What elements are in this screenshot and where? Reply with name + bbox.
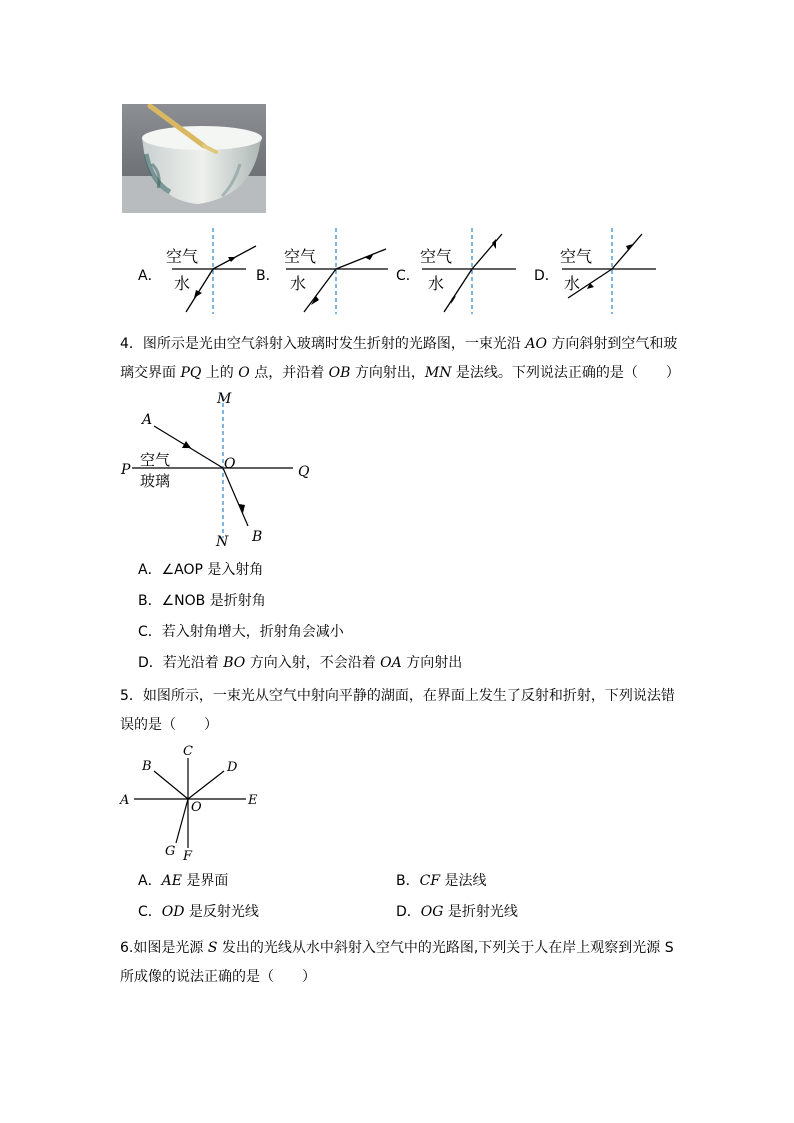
air-label: 空气 (284, 247, 317, 266)
point-p-label: P (121, 462, 131, 478)
q4-stem-line2: 璃交界面 PQ 上的 O 点，并沿着 OB 方向射出，MN 是法线。下列说法正确的是（ ） (120, 365, 680, 381)
q4-figure (118, 388, 318, 553)
point-b-label: B (142, 759, 152, 774)
point-f-label: F (183, 849, 193, 864)
q5-stem-line1: 5．如图所示，一束光从空气中射向平静的湖面，在界面上发生了反射和折射，下列说法错 (120, 688, 675, 704)
point-q-label: Q (298, 464, 310, 480)
refraction-diagram-b (276, 226, 396, 316)
q5-stem-line2: 误的是（ ） (120, 717, 218, 733)
refraction-diagram-d (554, 226, 664, 316)
point-g-label: G (165, 844, 176, 859)
q4-option-b[interactable]: B．∠NOB 是折射角 (138, 593, 266, 609)
water-label: 水 (290, 274, 307, 293)
point-a-label: A (120, 793, 130, 808)
reflection-refraction-diagram (118, 740, 268, 865)
q4-option-a[interactable]: A．∠AOP 是入射角 (138, 562, 264, 578)
q5-option-b[interactable]: B．CF 是法线 (396, 873, 487, 889)
q4-option-d[interactable]: D．若光沿着 BO 方向入射，不会沿着 OA 方向射出 (138, 655, 463, 671)
point-o-label: O (224, 456, 236, 472)
option-letter: A． (138, 268, 162, 284)
water-label: 水 (428, 274, 445, 293)
q4-option-c[interactable]: C．若入射角增大，折射角会减小 (138, 624, 344, 640)
point-n-label: N (216, 534, 229, 550)
water-label: 水 (174, 274, 191, 293)
q3-option-c[interactable] (396, 226, 526, 316)
q5-option-c[interactable]: C．OD 是反射光线 (138, 904, 259, 920)
refraction-diagram-c (416, 226, 526, 316)
refraction-glass-diagram (118, 388, 318, 553)
q3-option-b[interactable] (256, 226, 396, 316)
air-label: 空气 (166, 247, 199, 266)
glass-label: 玻璃 (140, 472, 171, 490)
air-label: 空气 (560, 247, 593, 266)
option-letter: C． (396, 268, 420, 284)
q5-figure (118, 740, 268, 865)
q4-stem-line1: 4．图所示是光由空气斜射入玻璃时发生折射的光路图，一束光沿 AO 方向斜射到空气和玻 (120, 336, 678, 352)
q3-option-d[interactable] (534, 226, 664, 316)
point-c-label: C (183, 744, 193, 759)
point-d-label: D (227, 760, 238, 775)
water-label: 水 (564, 274, 581, 293)
point-o-label: O (191, 800, 202, 815)
q6-stem-line2: 所成像的说法正确的是（ ） (120, 969, 316, 985)
point-b-label: B (252, 529, 263, 545)
air-label: 空气 (420, 247, 453, 266)
air-label: 空气 (140, 451, 171, 469)
bowl-photo (122, 104, 266, 213)
point-e-label: E (248, 793, 258, 808)
q3-option-a[interactable] (138, 226, 258, 316)
point-a-label: A (142, 412, 153, 428)
q6-stem-line1: 6.如图是光源 S 发出的光线从水中斜射入空气中的光路图,下列关于人在岸上观察到光源 S (120, 940, 674, 956)
bowl-photo-image (122, 104, 266, 213)
option-letter: D． (534, 268, 559, 284)
q5-option-d[interactable]: D．OG 是折射光线 (396, 904, 518, 920)
option-letter: B． (256, 268, 280, 284)
refraction-diagram-a (158, 226, 258, 316)
q5-option-a[interactable]: A．AE 是界面 (138, 873, 229, 889)
point-m-label: M (217, 391, 232, 407)
